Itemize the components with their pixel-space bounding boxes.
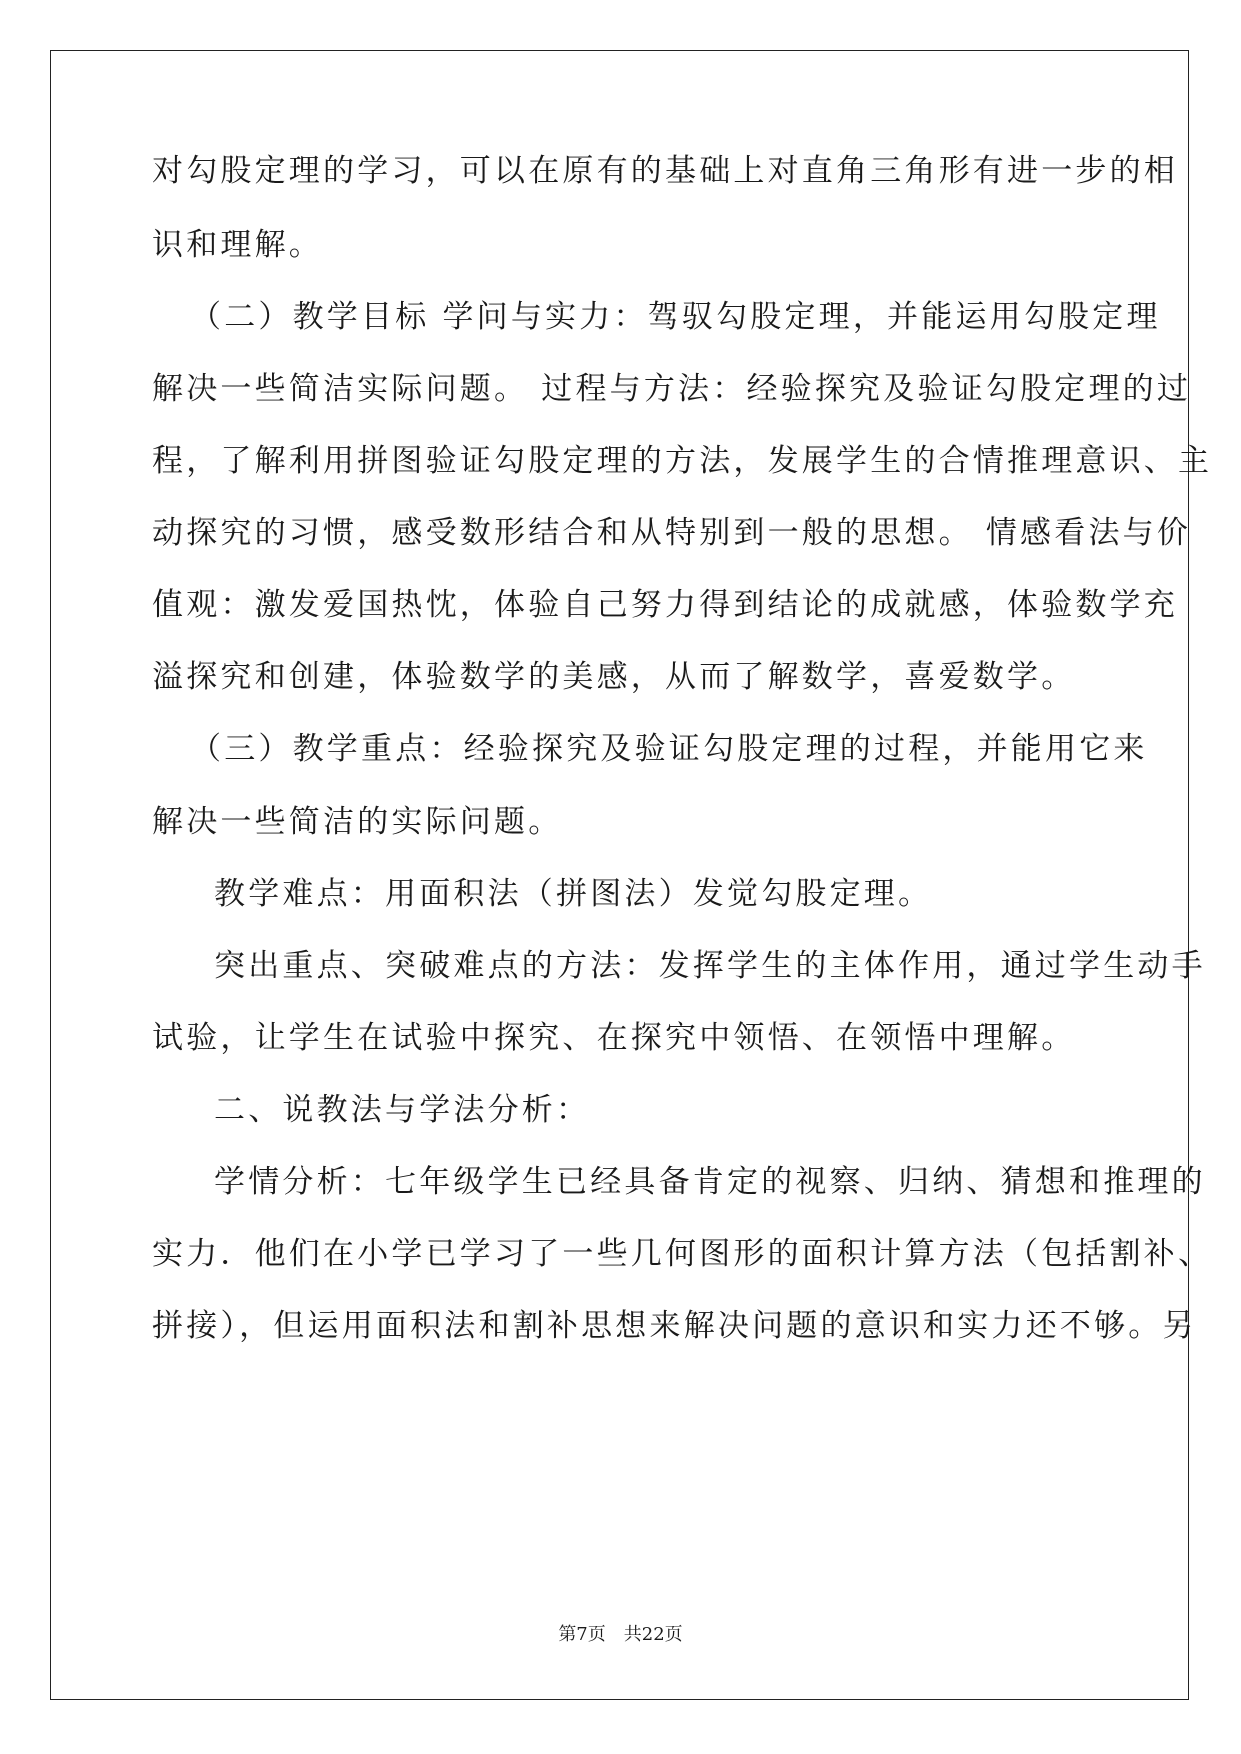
section-heading: 二、说教法与学法分析： — [214, 1092, 591, 1128]
text-line: 溢探究和创建，体验数学的美感，从而了解数学，喜爱数学。 — [152, 659, 1076, 695]
page-total: 共22页 — [623, 1624, 683, 1645]
text-line: 动探究的习惯，感受数形结合和从特别到一般的思想。 情感看法与价 — [152, 515, 1192, 551]
text-line: 拼接），但运用面积法和割补思想来解决问题的意识和实力还不够。另 — [152, 1308, 1197, 1344]
text-line: 试验，让学生在试验中探究、在探究中领悟、在领悟中理解。 — [152, 1020, 1076, 1056]
text-line: 解决一些简洁的实际问题。 — [152, 804, 563, 840]
text-line: （三）教学重点：经验探究及验证勾股定理的过程，并能用它来 — [190, 731, 1148, 767]
text-line: 教学难点：用面积法（拼图法）发觉勾股定理。 — [214, 876, 933, 912]
text-line: 对勾股定理的学习，可以在原有的基础上对直角三角形有进一步的相 — [152, 153, 1178, 189]
text-line: 值观：激发爱国热忱，体验自己努力得到结论的成就感，体验数学充 — [152, 587, 1178, 623]
text-line: （二）教学目标 学问与实力：驾驭勾股定理，并能运用勾股定理 — [190, 299, 1161, 335]
text-line: 学情分析：七年级学生已经具备肯定的视察、归纳、猜想和推理的 — [214, 1164, 1206, 1200]
text-line: 实力．他们在小学已学习了一些几何图形的面积计算方法（包括割补、 — [152, 1236, 1213, 1272]
page-footer — [0, 1624, 1241, 1646]
text-line: 识和理解。 — [152, 227, 323, 263]
page-number: 第7页 — [558, 1624, 606, 1645]
text-line: 突出重点、突破难点的方法：发挥学生的主体作用，通过学生动手 — [214, 948, 1206, 984]
text-line: 程，了解利用拼图验证勾股定理的方法，发展学生的合情推理意识、主 — [152, 443, 1213, 479]
text-line: 解决一些简洁实际问题。 过程与方法：经验探究及验证勾股定理的过 — [152, 371, 1192, 407]
